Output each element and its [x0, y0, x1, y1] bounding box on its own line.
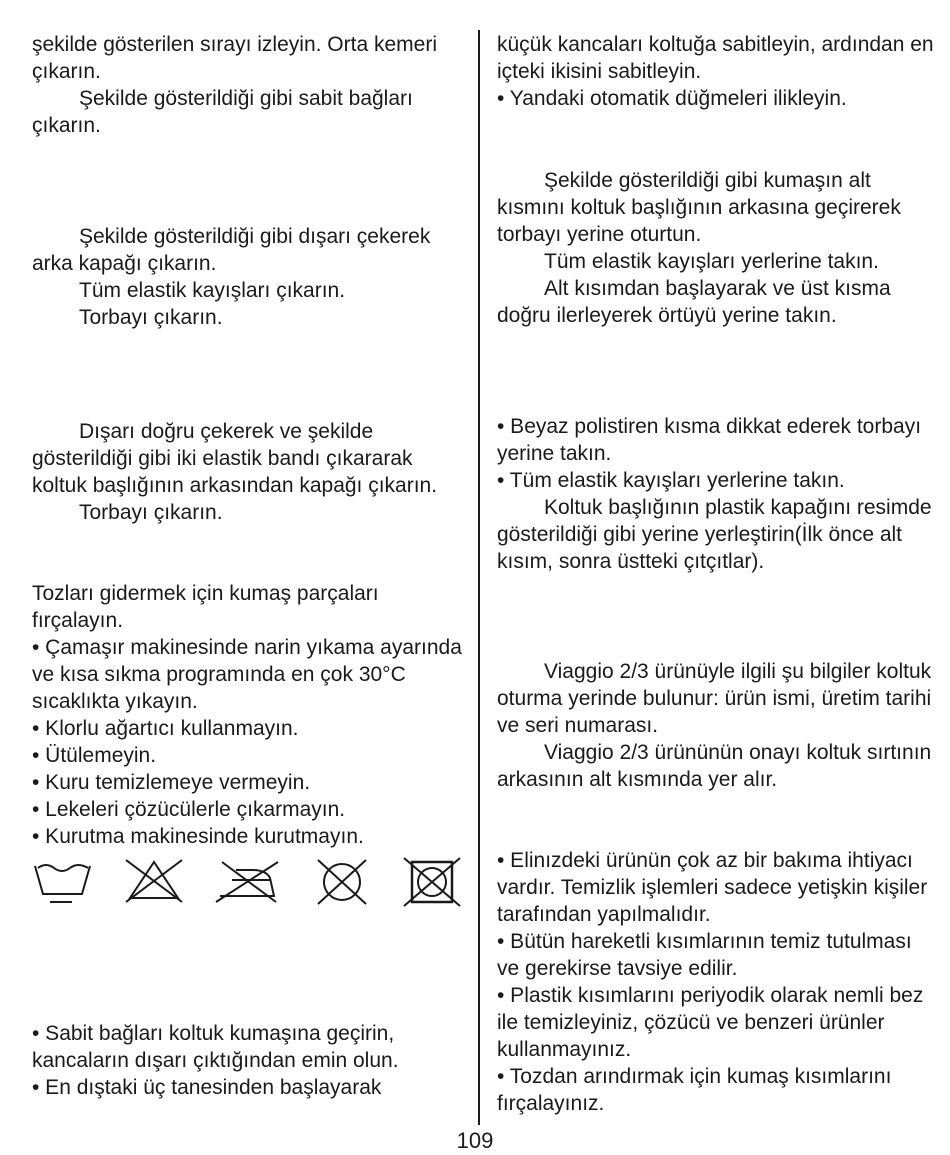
no-iron-icon	[212, 856, 282, 908]
paragraph: Dışarı doğru çekerek ve şekilde gösterildiği gibi iki elastik bandı çıkararak koltuk başlığının arkasından kapağı çıkarın.	[32, 420, 438, 497]
right-block-1	[497, 31, 937, 112]
no-dry-clean-icon	[312, 856, 372, 908]
right-block-2	[497, 167, 937, 329]
left-block-5	[32, 1020, 472, 1101]
paragraph: Viaggio 2/3 ürünüyle ilgili şu bilgiler koltuk oturma yerinde bulunur: ürün ismi, üretim tarihi ve seri numarası.	[497, 660, 932, 737]
paragraph: Şekilde gösterildiği gibi dışarı çekerek arka kapağı çıkarın.	[32, 225, 431, 275]
list-item: • Bütün hareketli kısımlarının temiz tutulması ve gerekirse tavsiye edilir.	[497, 930, 912, 980]
list-item: • Yandaki otomatik düğmeleri ilikleyin.	[497, 87, 847, 110]
column-divider	[478, 30, 480, 1125]
list-item: • Plastik kısımlarını periyodik olarak nemli bez ile temizleyiniz, çözücü ve benzeri ürünler kullanmayınız.	[497, 984, 924, 1061]
right-block-5	[497, 847, 937, 1117]
paragraph: Alt kısımdan başlayarak ve üst kısma doğru ilerleyerek örtüyü yerine takın.	[497, 277, 891, 327]
paragraph: küçük kancaları koltuğa sabitleyin, ardından en içteki ikisini sabitleyin.	[497, 33, 934, 83]
list-item: • Beyaz polistiren kısma dikkat ederek torbayı yerine takın.	[497, 415, 922, 465]
left-block-4	[32, 580, 472, 850]
left-block-2	[32, 223, 472, 331]
paragraph: Torbayı çıkarın.	[79, 501, 223, 524]
paragraph: şekilde gösterilen sırayı izleyin. Orta kemeri çıkarın.	[32, 33, 437, 83]
page-number: 109	[456, 1128, 494, 1153]
right-block-3	[497, 413, 937, 575]
no-bleach-icon	[122, 856, 186, 908]
list-item: • Tüm elastik kayışları yerlerine takın.	[497, 469, 845, 492]
no-tumble-dry-icon	[402, 856, 462, 908]
paragraph: Şekilde gösterildiği gibi sabit bağları çıkarın.	[32, 87, 413, 137]
list-item: • Lekeleri çözücülerle çıkarmayın.	[32, 798, 346, 821]
list-item: • Kurutma makinesinde kurutmayın.	[32, 825, 364, 848]
paragraph: Torbayı çıkarın.	[79, 306, 223, 329]
list-item: • En dıştaki üç tanesinden başlayarak	[32, 1076, 382, 1099]
list-item: • Klorlu ağartıcı kullanmayın.	[32, 717, 299, 740]
care-symbols	[32, 856, 462, 916]
paragraph: Tozları gidermek için kumaş parçaları fırçalayın.	[32, 582, 379, 632]
list-item: • Elinızdeki ürünün çok az bir bakıma ihtiyacı vardır. Temizlik işlemleri sadece yetişkin kişiler tarafından yapılmalıdır.	[497, 849, 928, 926]
list-item: • Kuru temizlemeye vermeyin.	[32, 771, 311, 794]
paragraph: Koltuk başlığının plastik kapağını resimde gösterildiği gibi yerine yerleştirin(İlk önce alt kısım, sonra üstteki çıtçıtlar).	[497, 496, 932, 573]
wash-30-gentle-icon	[32, 856, 94, 908]
paragraph: Tüm elastik kayışları yerlerine takın.	[544, 250, 879, 273]
left-block-3	[32, 418, 472, 526]
paragraph: Tüm elastik kayışları çıkarın.	[79, 279, 346, 302]
paragraph: Viaggio 2/3 ürününün onayı koltuk sırtının arkasının alt kısmında yer alır.	[497, 741, 932, 791]
paragraph: Şekilde gösterildiği gibi kumaşın alt kısmını koltuk başlığının arkasına geçirerek torbayı yerine oturtun.	[497, 169, 901, 246]
right-block-4	[497, 658, 937, 793]
left-block-1	[32, 31, 472, 139]
list-item: • Çamaşır makinesinde narin yıkama ayarında ve kısa sıkma programında en çok 30°C sıcaklıkta yıkayın.	[32, 636, 462, 713]
list-item: • Ütülemeyin.	[32, 744, 157, 767]
list-item: • Tozdan arındırmak için kumaş kısımlarını fırçalayınız.	[497, 1065, 892, 1115]
list-item: • Sabit bağları koltuk kumaşına geçirin, kancaların dışarı çıktığından emin olun.	[32, 1022, 399, 1072]
